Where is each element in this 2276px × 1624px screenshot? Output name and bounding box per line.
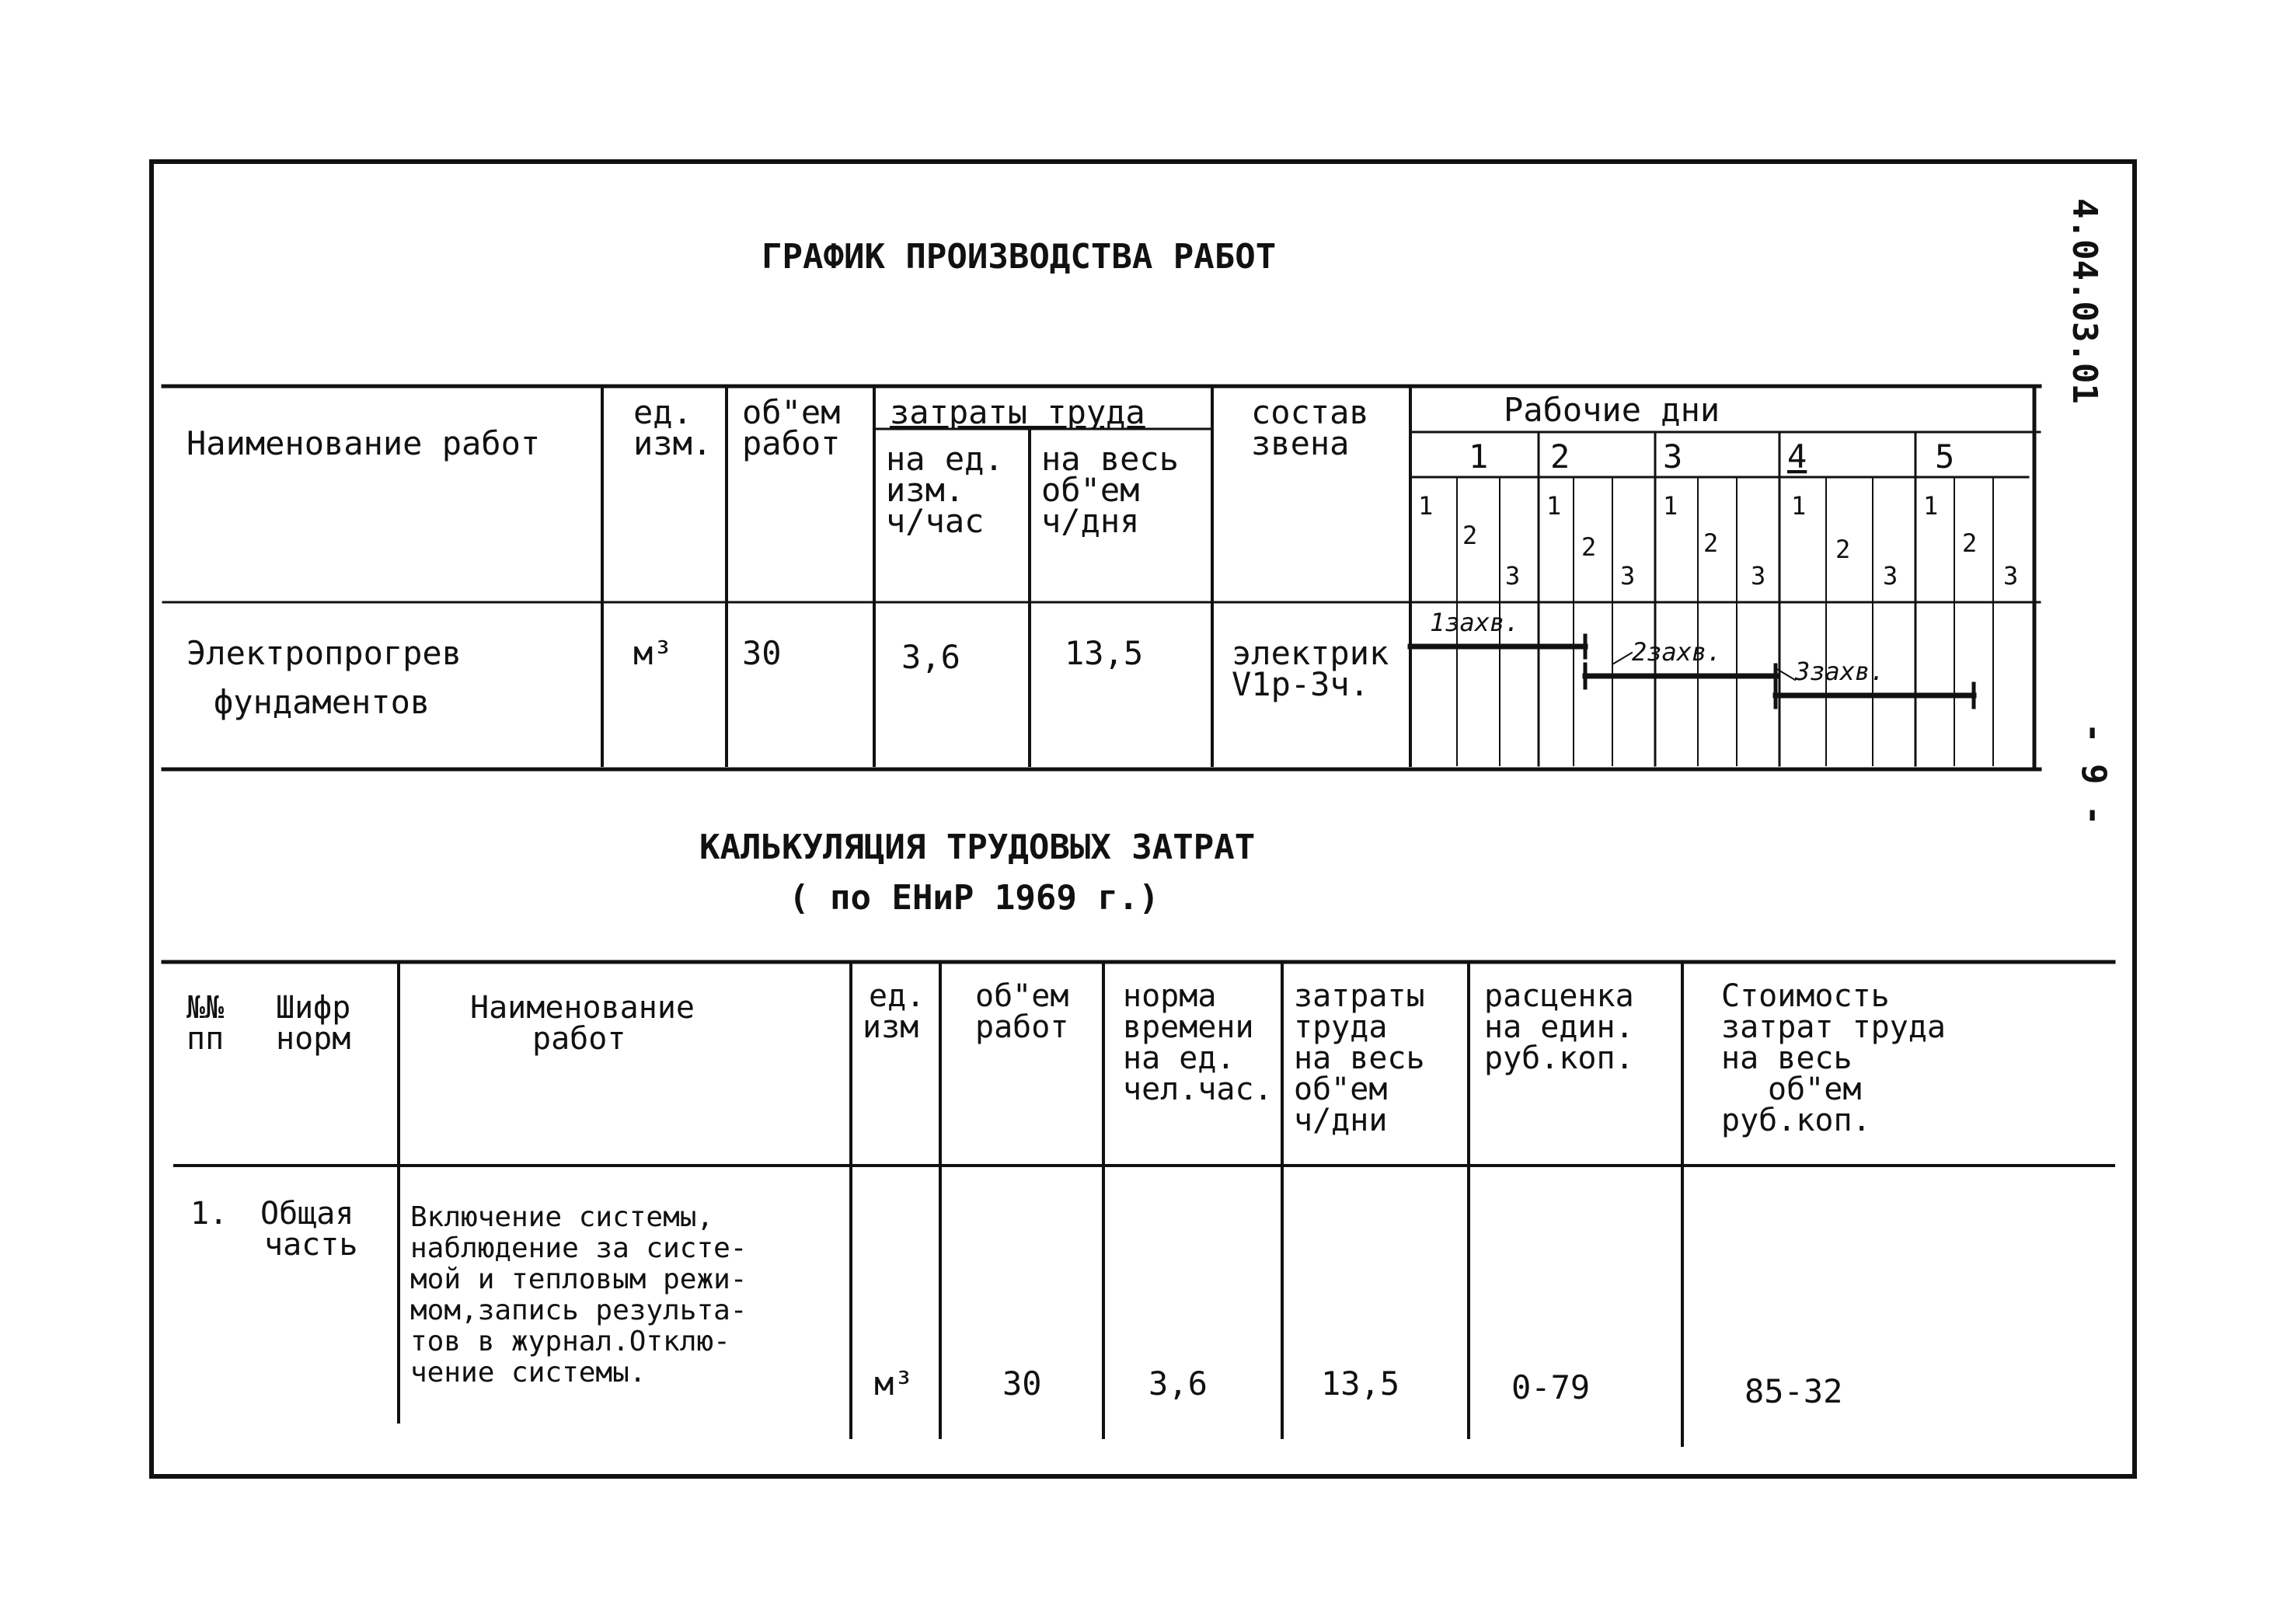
shift-label: 3 xyxy=(1751,561,1766,591)
calc-row-labor: 13,5 xyxy=(1321,1364,1400,1403)
calc-row-cost: 85-32 xyxy=(1744,1372,1843,1410)
gantt-label-1: 1захв. xyxy=(1430,608,1520,637)
header-crew-1: состав xyxy=(1251,393,1369,431)
calc-header-norm-2: времени xyxy=(1123,1009,1254,1045)
shift-label: 2 xyxy=(1835,535,1851,564)
shift-label: 3 xyxy=(1883,561,1898,591)
calc-header-cost-4: об"ем xyxy=(1768,1072,1862,1107)
calc-header-labor-1: затраты xyxy=(1294,978,1425,1014)
calc-header-volume-2: работ xyxy=(975,1009,1069,1045)
calc-header-rate-2: на един. xyxy=(1484,1009,1634,1045)
header-labor-total-1: на весь xyxy=(1041,440,1180,478)
calc-header-unit-1: ед. xyxy=(869,978,925,1014)
calc-header-labor-4: об"ем xyxy=(1294,1072,1388,1107)
shift-label: 3 xyxy=(2003,561,2019,591)
calc-header-labor-5: ч/дни xyxy=(1294,1103,1388,1138)
calc-header-norm-4: чел.час. xyxy=(1123,1072,1273,1107)
header-labor-total-3: ч/дня xyxy=(1041,502,1140,540)
calc-title: КАЛЬКУЛЯЦИЯ ТРУДОВЫХ ЗАТРАТ xyxy=(699,828,1256,867)
calc-row-name-2: наблюдение за систе- xyxy=(410,1232,748,1264)
row-labor-unit: 3,6 xyxy=(901,638,960,676)
header-crew-2: звена xyxy=(1251,424,1350,462)
calc-header-norm-1: норма xyxy=(1123,978,1217,1014)
calc-header-cost-2: затрат труда xyxy=(1721,1009,1946,1045)
row-name-2: фундаментов xyxy=(214,683,430,721)
shift-label: 2 xyxy=(1462,521,1478,550)
calc-header-volume-1: об"ем xyxy=(975,978,1069,1014)
calc-row-name-3: мой и тепловым режи- xyxy=(410,1263,748,1295)
calc-row-rate: 0-79 xyxy=(1511,1368,1591,1406)
schedule-title: ГРАФИК ПРОИЗВОДСТВА РАБОТ xyxy=(762,237,1277,277)
shift-label: 1 xyxy=(1791,491,1807,521)
shift-label: 1 xyxy=(1418,491,1434,521)
calc-header-cost-5: руб.коп. xyxy=(1721,1103,1871,1138)
shift-label: 2 xyxy=(1962,528,1978,558)
header-volume-2: работ xyxy=(742,424,841,462)
page-number: - 9 - xyxy=(2074,723,2114,826)
calc-header-labor-3: на весь xyxy=(1294,1040,1425,1076)
calc-row-code-1: Общая xyxy=(260,1196,354,1232)
shift-label: 3 xyxy=(1505,561,1521,591)
calc-header-cost-1: Стоимость xyxy=(1721,978,1890,1014)
header-labor-total-2: об"ем xyxy=(1041,471,1140,509)
calc-header-cost-3: на весь xyxy=(1721,1040,1853,1076)
row-crew-2: V1р-3ч. xyxy=(1232,665,1370,703)
day-label-5: 5 xyxy=(1935,437,1955,476)
calc-header-rate-3: руб.коп. xyxy=(1484,1040,1634,1076)
header-labor-unit-1: на ед. xyxy=(886,440,1004,478)
row-labor-total: 13,5 xyxy=(1065,634,1144,672)
calc-header-rate-1: расценка xyxy=(1484,978,1634,1014)
header-labor-unit-2: изм. xyxy=(886,471,965,509)
gantt-label-3: 3захв. xyxy=(1795,657,1885,686)
calc-header-code-1: Шифр xyxy=(276,990,351,1026)
calc-header-name-1: Наименование xyxy=(470,990,695,1026)
shift-label: 1 xyxy=(1923,491,1939,521)
calc-header-labor-2: труда xyxy=(1294,1009,1388,1045)
calc-header-name-2: работ xyxy=(532,1021,626,1057)
calc-header-num-2: пп xyxy=(186,1021,225,1057)
header-workdays: Рабочие дни xyxy=(1504,391,1720,429)
calc-header-unit-2: изм xyxy=(863,1009,919,1045)
header-unit-1: ед. xyxy=(633,393,692,431)
calc-row-norm: 3,6 xyxy=(1148,1364,1208,1403)
calc-header-norm-3: на ед. xyxy=(1123,1040,1236,1076)
day-label-3: 3 xyxy=(1663,437,1683,476)
row-volume: 30 xyxy=(742,634,782,672)
calc-row-name-6: чение системы. xyxy=(410,1357,647,1389)
calc-row-code-2: часть xyxy=(264,1227,358,1263)
header-labor: затраты труда xyxy=(890,393,1145,431)
row-unit: м³ xyxy=(633,634,673,672)
shift-label: 3 xyxy=(1620,561,1636,591)
calc-row-name-4: мом,запись результа- xyxy=(410,1295,748,1326)
header-labor-unit-3: ч/час xyxy=(886,502,985,540)
calc-subtitle: ( по ЕНиР 1969 г.) xyxy=(789,878,1159,918)
calc-row-num: 1. xyxy=(190,1196,228,1232)
doc-code: 4.04.03.01 xyxy=(2065,198,2104,404)
row-crew-1: электрик xyxy=(1232,634,1389,672)
calc-header-num-1: №№ xyxy=(186,990,225,1026)
calc-row-volume: 30 xyxy=(1002,1364,1042,1403)
row-name-1: Электропрогрев xyxy=(186,634,462,672)
calc-header-code-2: норм xyxy=(276,1021,351,1057)
calc-row-name-1: Включение системы, xyxy=(410,1201,714,1233)
header-unit-2: изм. xyxy=(633,424,713,462)
shift-label: 2 xyxy=(1581,532,1597,562)
header-volume-1: об"ем xyxy=(742,393,841,431)
gantt-label-2: 2захв. xyxy=(1632,637,1722,667)
calc-row-unit: м³ xyxy=(874,1364,914,1403)
shift-label: 1 xyxy=(1663,491,1678,521)
day-label-4: 4 xyxy=(1787,437,1807,476)
calc-row-name-5: тов в журнал.Отклю- xyxy=(410,1326,730,1357)
shift-label: 1 xyxy=(1546,491,1562,521)
day-label-2: 2 xyxy=(1550,437,1570,476)
day-label-1: 1 xyxy=(1469,437,1489,476)
header-name: Наименование работ xyxy=(186,424,541,462)
shift-label: 2 xyxy=(1703,528,1719,558)
